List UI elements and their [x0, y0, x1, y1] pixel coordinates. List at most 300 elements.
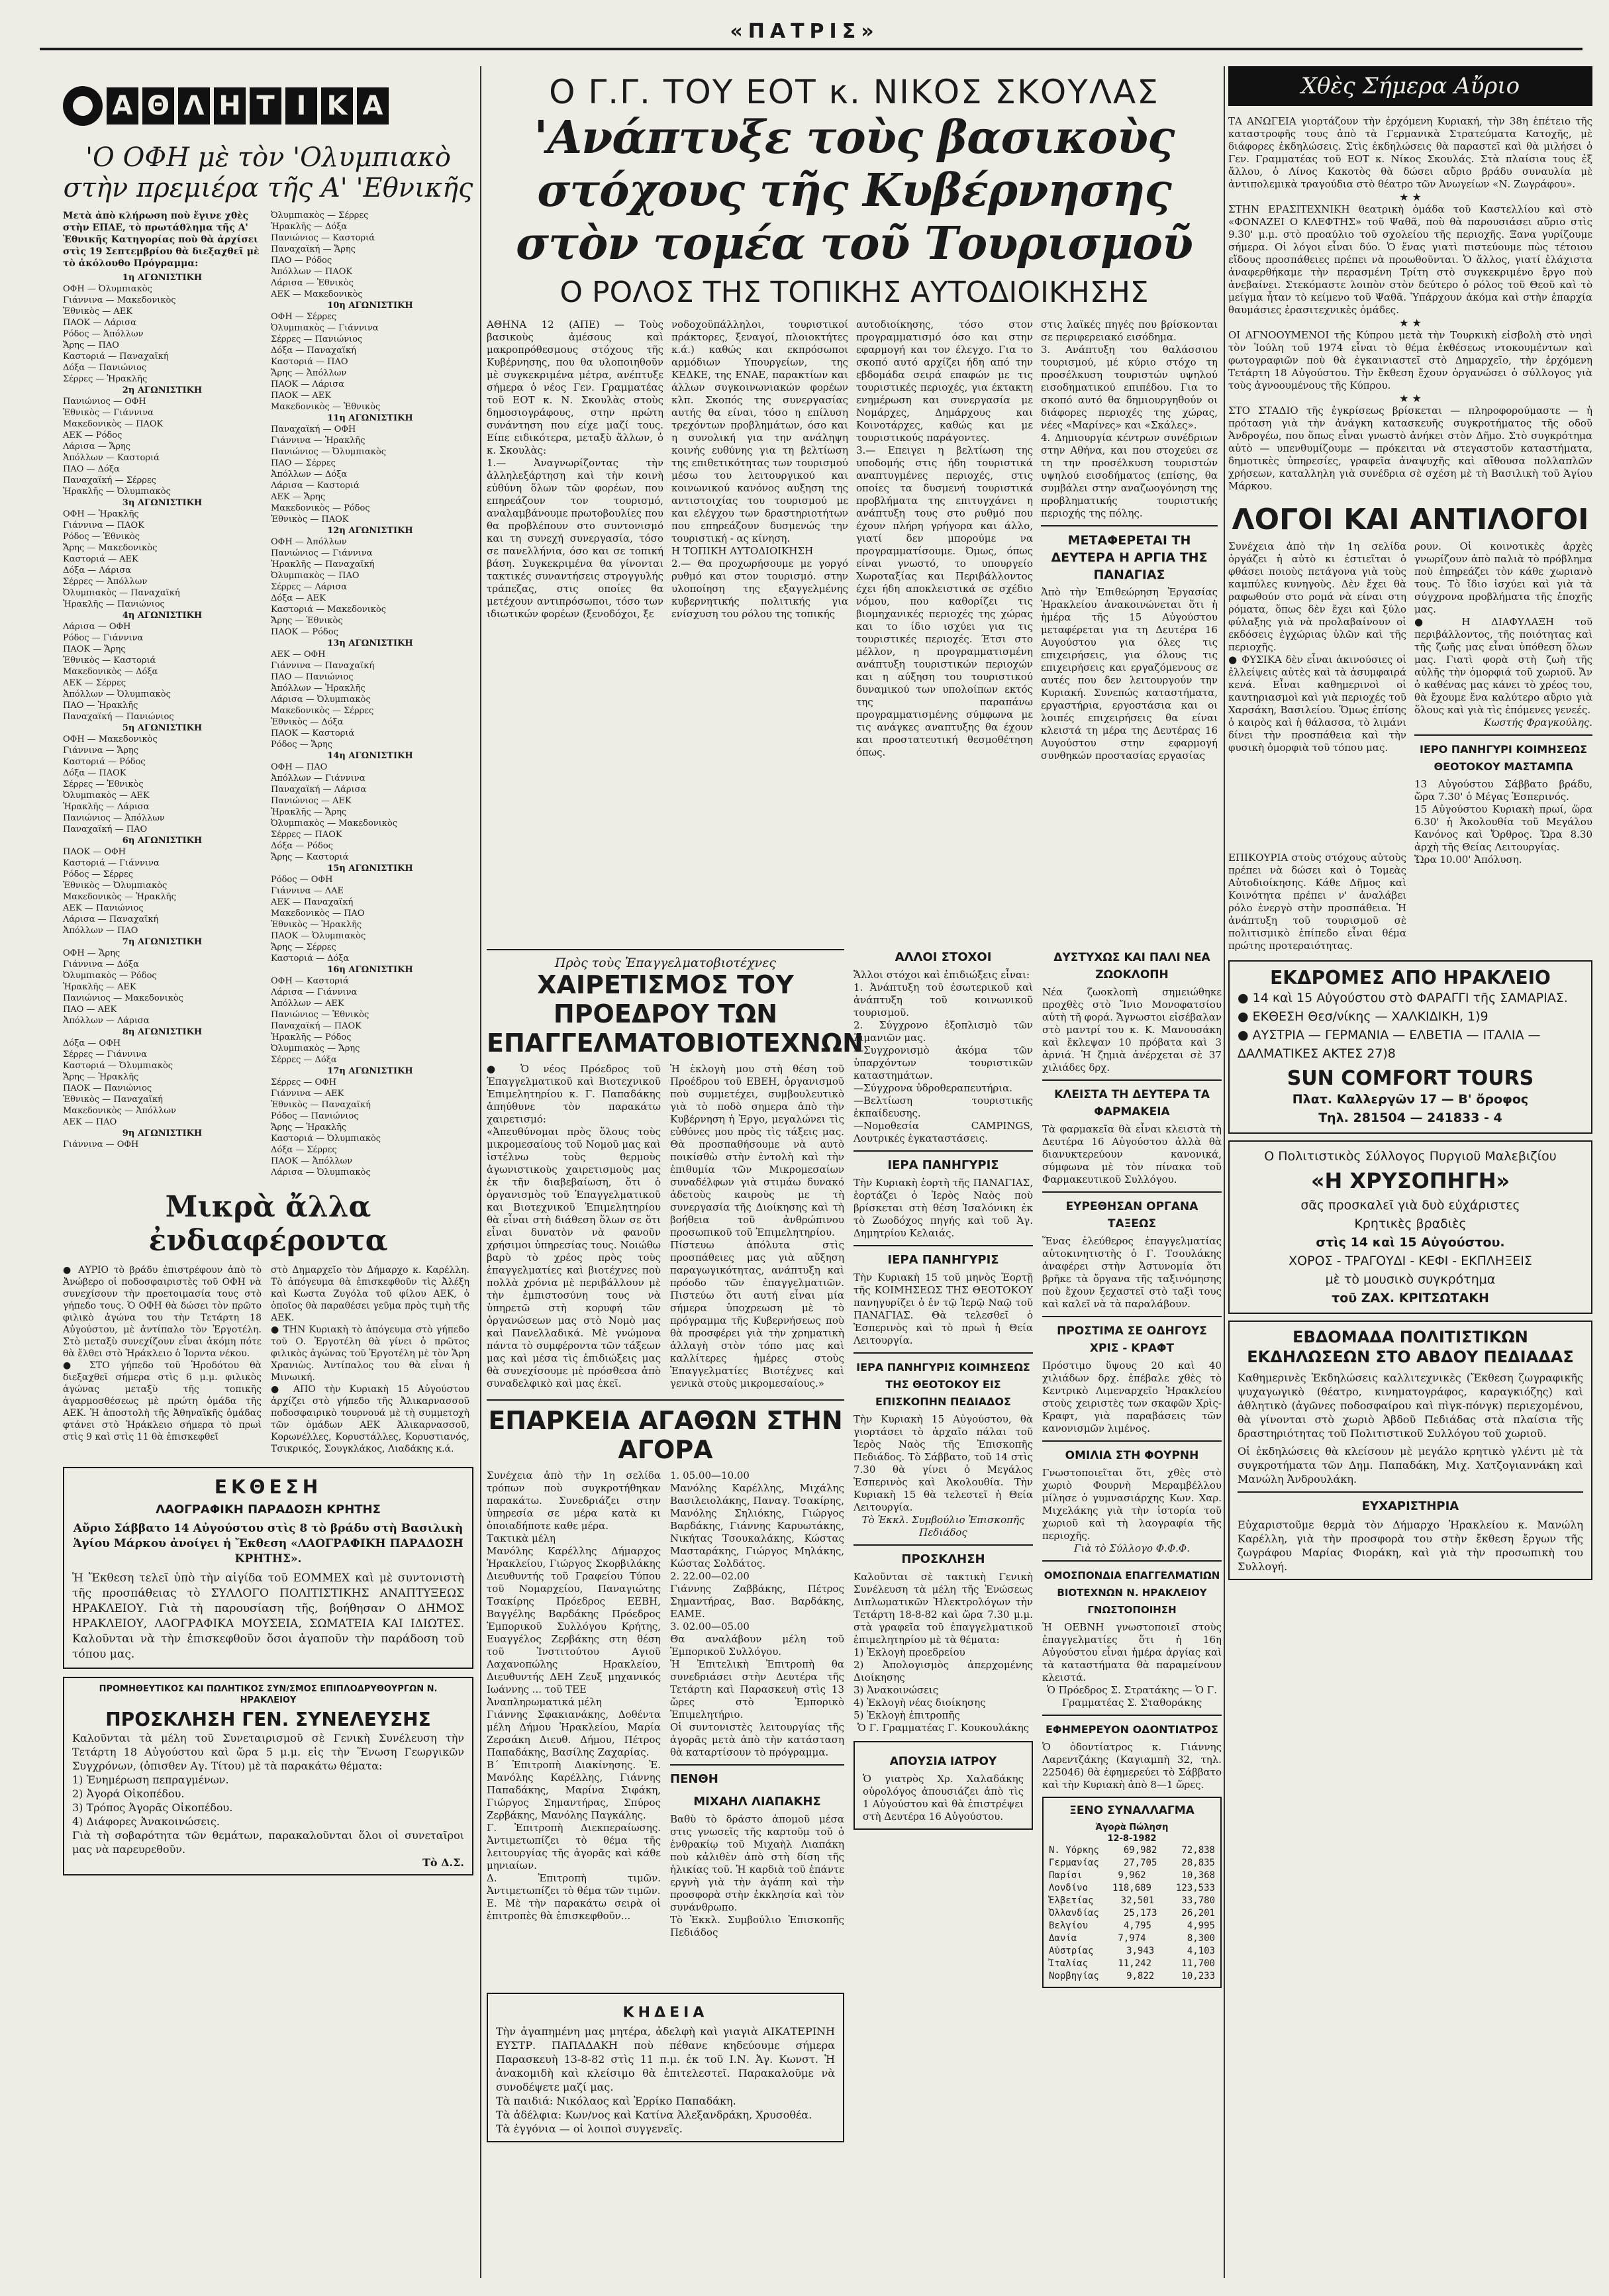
league-schedule: [63, 210, 473, 1178]
main-story-column-4: [1041, 319, 1218, 934]
banner-letter: Θ: [142, 87, 174, 125]
fixture: Σέρρες — Γιάννινα: [63, 1050, 147, 1060]
logoi-columns: [1228, 540, 1592, 866]
kideia-text: Τὴν ἀγαπημένη μας μητέρα, ἀδελφὴ καὶ γιαγιὰ ΑΙΚΑΤΕΡΙΝΗ ΕΥΣΤΡ. ΠΑΠΑΔΑΚΗ ποὺ πέθανε κηδεύουμε σήμερα Παρασκευὴ 13-8-82 στὶς 11 π.μ. ἐκ τοῦ Ι.Ν. Ἁγ. Κωνστ. Ἡ ἀνακομιδὴ καὶ κλείσιμο θὰ ἐπιτελεστεῖ. Παρακαλοῦμε νὰ συνοδέψετε μαζί μας. Τὰ παιδιά: Νικόλαος καὶ Ἐρρίκο Παπαδάκη. Τὰ ἀδέλφια: Κων/νος καὶ Κατίνα Ἀλεξανδράκη, Χρυσοθέα. Τὰ ἐγγόνια — οἱ λοιποὶ συγγενεῖς.: [496, 2025, 835, 2135]
schedule-column-1: [63, 210, 262, 1178]
fixture: Ἡρακλῆς — ΑΕΚ: [63, 982, 136, 992]
divider: [487, 949, 844, 950]
column-divider: [480, 66, 481, 2278]
fixture: Γιάννινα — ΑΕΚ: [271, 1089, 344, 1099]
fixture: Ἄρης — Σέρρες: [271, 942, 336, 952]
xrysopigi-line: ΧΟΡΟΣ - ΤΡΑΓΟΥΔΙ - ΚΕΦΙ - ΕΚΠΛΗΞΕΙΣ: [1289, 1254, 1532, 1268]
ieres-text: Τὴν Κυριακὴ 15 Αὐγούστου, θὰ γιορτάσει τὸ ἀρχαῖο πάλαι τοῦ Ἱερὸς Ναὸς τῆς Ἐπισκοπῆς Πεδιάδος. Τὸ Σάββατο, τοῦ 14 στὶς 7.30 θὰ γίνει ὁ Μεγάλος Ἑσπερινὸς καὶ Ἀκολουθία. Τὴν Κυριακὴ 15 θὰ τελεστεῖ ἡ Θεία Λειτουργία.: [853, 1413, 1033, 1513]
xairetismos-text: Ἡ ἐκλογὴ μου στὴ θέση τοῦ Προέδρου τοῦ ΕΒΕΗ, ὀργανισμοῦ ποὺ συμμετέχει, συμβουλευτικὸ γιὰ τὸ ποδὸ σημερα ἀπὸ τὴν Κυβέρνηση ἡ Ἐργο, μεγαλώνει τὶς εὐθύνες μου πρὸς τὶς τάξεις μας. Θὰ προσπαθήσουμε νὰ αυτὸ ποικίσθὼ στὴν ἐντολὴ καὶ τὴν ἐπιθυμία τῶν Μικρομεσαίων συναδέλφων γιὰ στιμάω δυνακό ἀδετοὺς καιροὺς με τὴ συνεργασία τῆς Διοίκησης καὶ τὴ βοήθεια τοῦ ἀνθρώπινου προσωπικοῦ τοῦ Ἐπιμελητηρίου. Πίστευω ἀπόλυτα στὶς προσπάθειες μας γιὰ αὔξηση παραγωγικότητας, ανάπτυξη καὶ πρόοδο τῶν ἐπαγγελματιῶν. Πιστεύω ὅτι αυτή εἶναι μία σήμερα ὑποχρεωση μὲ τὸ πρόγραμμα τῆς Κυβερνήσεως ποὺ θὰ προσφέρει γιὰ τὴν χρηματικὴ ἀλλαγὴ στὸν τόπο μας καὶ καλλίτερες ἡμέρες στοὺς Ἐπαγγελματίες Βιοτέχνες καὶ γενικὰ στοὺς μικρομεσαίους.»: [670, 1063, 844, 1389]
sell-rate: 4,103: [1187, 1946, 1215, 1956]
omilia-text: Γνωστοποιεῖται ὅτι, χθὲς στὸ χωριὸ Φουρνὴ Μεραμβέλλου μίλησε ὁ γυμνασιάρχης Κων. Χαρ. Μιχελάκης γιὰ τὴν ἱστορία τοῦ χωριοῦ καὶ τὴ λαογραφία τῆς περιοχῆς.: [1042, 1467, 1222, 1542]
round-heading: 6η ΑΓΩΝΙΣΤΙΚΗ: [122, 836, 203, 846]
fixture: ΠΑΟΚ — Καστοριά: [271, 728, 355, 738]
fixture: Παναχαϊκή — Πανιώνιος: [63, 712, 174, 722]
currency-name: Νορβηγίας: [1049, 1971, 1099, 1981]
fixture: Μακεδονικὸς — Σέρρες: [271, 706, 374, 716]
mikra-text: ● ΑΥΡΙΟ τὸ βράδυ ἐπιστρέφουν ἀπὸ τὸ Ἀνώβερο οἱ ποδοσφαιριστὲς τοῦ ΟΦΗ νὰ συνεχίσουν τὴν προετοιμασία τους στὸ γήπεδο τους. Ὁ ΟΦΗ θὰ δώσει τὸν πρῶτο φιλικὸ ἀγώνα του τὴν Τετάρτη 18 Αὐγούστου, μὲ ἀντίπαλο τὸν Ἐργοτέλη. Στὸ μεταξὺ συνεχίζουν εἶναι ἀκόμη πότε θὰ ἔλθει στὸ Ἡράκλειο ὁ Ἰορντα νέκου. ● ΣΤΟ γήπεδο τοῦ Ἡροδότου θὰ διεξαχθεῖ σήμερα στὶς 6 μ.μ. φιλικὸς ἀγώνας μεταξὺ τῆς τοπικῆς ἀγαρμοσθέσεως μὲ πρώτη ὁμάδα τῆς ΑΕΚ. Ἡ ἀποστολὴ τῆς Ἀθηναϊκῆς ὁμάδας φτάνει στὸ Ἡράκλειο σήμερα τὸ πρωὶ στὶς 9 καὶ στὶς 11 θὰ ἐπισκεφθεῖ: [63, 1265, 262, 1442]
fixture: Ἡρακλῆς — Ὀλυμπιακὸς: [63, 487, 171, 497]
fixture: ΠΑΟΚ — ΑΕΚ: [271, 391, 331, 401]
ieres-title: ΙΕΡΑ ΠΑΝΗΓΥΡΙΣ ΚΟΙΜΗΣΕΩΣ ΤΗΣ ΘΕΟΤΟΚΟΥ ΕΙΣ ΕΠΙΣΚΟΠΗΝ ΠΕΔΙΑΔΟΣ: [856, 1361, 1030, 1408]
sell-rate: 10,233: [1181, 1971, 1215, 1981]
fixture: Λάρισα — Ὀλυμπιακὸς: [271, 1168, 371, 1177]
fixture: ΠΑΟΚ — Λάρισα: [271, 379, 344, 389]
rate-row: [1049, 1857, 1215, 1870]
main-kicker: Ο Γ.Γ. ΤΟΥ ΕΟΤ κ. ΝΙΚΟΣ ΣΚΟΥΛΑΣ: [549, 73, 1159, 111]
evdomada-title: ΕΒΔΟΜΑΔΑ ΠΟΛΙΤΙΣΤΙΚΩΝ ΕΚΔΗΛΩΣΕΩΝ ΣΤΟ ΑΒΔΟΥ ΠΕΔΙΑΔΑΣ: [1247, 1328, 1574, 1366]
currency-name: Λονδίνο: [1049, 1883, 1089, 1893]
schedule-lead: Μετὰ ἀπὸ κλήρωση ποὺ ἔγινε χθὲς στὴν ΕΠΑΕ, τὸ πρωτάθλημα τῆς Α' Ἐθνικῆς Κατηγορίας ποὺ θὰ ἀρχίσει στὶς 19 Σεπτεμβρίου θὰ διεξαχθεῖ μὲ τὸ ἀκόλουθο Πρόγραμμα:: [63, 211, 260, 269]
ekdromes-address: Πλατ. Καλλεργῶν 17 — Β' ὄροφος: [1292, 1092, 1529, 1107]
fixture: Παναχαϊκή — ΟΦΗ: [271, 424, 356, 434]
banner-letter: Ι: [285, 87, 317, 125]
divider: [487, 1399, 844, 1401]
fixture: Ἡρακλῆς — Ἄρης: [271, 807, 347, 817]
kideia-box: [487, 1993, 844, 2142]
round-heading: 14η ΑΓΩΝΙΣΤΙΚΗ: [327, 751, 413, 761]
ieres-sign: Τὸ Ἐκκλ. Συμβούλιο Ἐπισκοπῆς Πεδιάδος: [861, 1514, 1025, 1538]
notices-column: [1042, 944, 1222, 2142]
fixture: ΠΑΟ — Πανιώνιος: [271, 672, 354, 682]
fixture: Καστοριά — Ὀλυμπιακὸς: [271, 1134, 381, 1144]
fixture: Παναχαϊκή — Ἄρης: [271, 244, 356, 254]
ieres-text: Τὴν Κυριακὴ ἑορτὴ τῆς ΠΑΝΑΓΙΑΣ, ἑορτάζει ὁ Ἱερὸς Ναὸς ποὺ βρίσκεται στὴ θέση Ἰσαλόνικη ἐκ τὸ Ζωοδόχος πηγής καὶ τοῦ Ἁγ. Δημητρίου Κελαιάς.: [853, 1177, 1033, 1239]
round-heading: 1η ΑΓΩΝΙΣΤΙΚΗ: [122, 273, 203, 283]
round-heading: 2η ΑΓΩΝΙΣΤΙΚΗ: [122, 385, 203, 395]
fixture: Καστοριά — Ὀλυμπιακὸς: [63, 1061, 173, 1071]
omilia-sign: Γιὰ τὸ Σύλλογο Φ.Φ.Φ.: [1073, 1542, 1190, 1554]
fixture: Μακεδονικὸς — ΠΑΟΚ: [63, 419, 164, 429]
fixture: Γιάννινα — ΛΑΕ: [271, 886, 344, 896]
fixture: ΠΑΟΚ — Ρόδος: [271, 627, 338, 637]
banner-letter: Α: [107, 87, 138, 125]
fixture: ΑΕΚ — Σέρρες: [63, 678, 126, 688]
schedule-list: [271, 210, 469, 1178]
main-story-text: αυτοδιοίκησης, τόσο στον προγραμματισμό όσο και στην εφαρμογή και τον έλεγχο. Για το σκοπό αυτό αρχίζει ήδη από την εβδομάδα σειρά επαφών με τις τουριστικές περιοχές, για έκτακτη ενημέρωση και συνεργασία με Νομάρχες, Δημάρχους και Κοινοτάρχες, καθώς και με τουριστικούς παράγοντες. 3.— Επειγει η βελτίωση της υποδομής στις ήδη τουριστικά αναπτυγμένες περιοχές, στις οποίες τα δυσμενή τουριστικά προβλήματα της επιτυγχάνει η ανάπτυξη τους στο ρυθμό που έχουν πλήρη γρήγορα και άλλο, γιατί δεν μπορούμε να προγραμματίσουμε. Όμως, όπως είναι γνωστό, το υπουργείο Χωροταξίας και Περιβάλλοντος έχει ήδη αποκλειστικά σε σχέδιο νόμου, που καθορίζει τις βιομηχανικές περιοχές της χώρας και το ίδιο ισχύει για τις τουριστικές περιοχές. Έτσι στο μέλλον, η προγραμματισμένη ανάπτυξη τουριστικών περιοχών και η αύξηση του τουριστικού δυναμικού των υπολοίπων εκτός της παραπάνω προγραμματισμένης σύμφωνα με τις ανάγκες αναπτυξης θα έχουν και προστατευτική θεσμοθέτηση όπως.: [856, 319, 1033, 758]
mikra-headline: Μικρὰ ἄλλα ἐνδιαφέροντα: [148, 1190, 388, 1258]
fixture: Ἐθνικὸς — Καστοριά: [63, 656, 156, 666]
buy-rate: 9,822: [1126, 1971, 1155, 1981]
fixture: Ρόδος — Γιάννινα: [63, 633, 144, 643]
logoi-title: ΛΟΓΟΙ ΚΑΙ ΑΝΤΙΛΟΓΟΙ: [1232, 503, 1589, 536]
fixture: Καστοριά — Ρόδος: [63, 757, 146, 767]
right-column: [1228, 66, 1592, 2285]
round-heading: 9η ΑΓΩΝΙΣΤΙΚΗ: [122, 1128, 203, 1138]
currency-name: Γερμανίας: [1049, 1858, 1099, 1868]
fixture: Δόξα — Παναχαϊκή: [271, 346, 356, 356]
fixture: ΟΦΗ — Καστοριά: [271, 976, 349, 986]
proklisi-title: ΠΡΟΣΚΛΗΣΗ: [901, 1552, 985, 1566]
fixture: ΑΕΚ — Ἄρης: [271, 492, 326, 502]
rate-row: [1049, 1932, 1215, 1945]
fixture: Μακεδονικὸς — Ἀπόλλων: [63, 1106, 176, 1116]
main-story-text: στις λαϊκές πηγές που βρίσκονται σε περιφερειακό εισόδημα. 3. Ανάπτυξη του θαλάσσιου τουρισμού, μέ κύριο στόχο τη προσέλκυση τουριστών υψηλού εισοδηματικού επιπέδου. Για το σκοπό αυτό θα δημιουργηθούν οι διάφορες περιοχές της χώρας, νέες «Μαρίνες» και «Σκάλες». 4. Δημιουργία κέντρων συνέδριων στην Αθήνα, και που στοχεύει σε τη την προσέλκυση τουριστών υψηλού εισοδήματος (επίσης, θα συμβάλει στην αναζωογόνηση της προβληματικής τουριστικής περιοχής της πόλης.: [1041, 319, 1218, 519]
xthes-banner: Χθὲς Σήμερα Αὔριο: [1228, 66, 1592, 106]
sell-rate: 4,995: [1187, 1921, 1215, 1931]
fixture: Ἐθνικὸς — Παναχαϊκή: [271, 1100, 371, 1110]
xrysopigi-line: τοῦ ΖΑΧ. ΚΡΙΤΣΩΤΑΚΗ: [1332, 1291, 1489, 1305]
ekthesi-text: Αὔριο Σάββατο 14 Αὐγούστου στὶς 8 τὸ βράδυ στὴ Βασιλικὴ Ἁγίου Μάρκου ἀνοίγει ἡ Ἔκθεση «ΛΑΟΓΡΑΦΙΚΗ ΠΑΡΑΔΟΣΗ ΚΡΗΤΗΣ».: [73, 1522, 463, 1566]
ekdromes-item: ● ΕΚΘΕΣΗ Θεσ/νίκης — ΧΑΛΚΙΔΙΚΗ, 1)9: [1238, 1009, 1488, 1024]
rate-row: [1049, 1970, 1215, 1983]
fixture: Ἀπόλλων — ΠΑΟ: [63, 926, 138, 936]
fixture: Μακεδονικὸς — Δόξα: [63, 667, 158, 677]
fixture: Καστοριά — Μακεδονικὸς: [271, 605, 387, 615]
buy-rate: 25,173: [1123, 1908, 1157, 1919]
evdomada-text: Οἱ ἐκδηλώσεις θὰ κλείσουν μὲ μεγάλο κρητικὸ γλέντι μὲ τὰ συγκροτήματα τῶν Δημ. Παπαδάκη, Μιχ. Χατζογιαννάκη καὶ Μανώλη Ἀνδρουλάκη.: [1238, 1445, 1583, 1485]
logoi-text: ρουν. Οἱ κοινοτικὲς ἀρχὲς γνωρίζουν ἀπὸ παλιὰ τὸ πρόβλημα ποὺ ἐπηρεάζει τὸν κάθε χωριανὸ τους. Τὸ ἴδιο ἰσχύει καὶ γιὰ τὰ σύγχρονα προβλήματα τῆς ἐποχῆς μας. ● Η ΔΙΑΦΥΛΑΞΗ τοῦ περιβάλλοντος, τῆς ποιότητας καὶ τῆς ζωῆς μας εἶναι ὑπόθεση ὅλων μας. Γιατὶ φορὰ στὴ ζωὴ τῆς αὐλῆς τὴν ὁμορφιά τοῦ χωριοῦ. Ἄν ὁ καθένας μας κάνει τὸ χρέος του, θὰ ἔχουμε ἕνα καλύτερο αὔριο γιὰ ὅλους καὶ γιὰ τὶς ἐπόμενες γενεές.: [1414, 540, 1592, 716]
xairetismos-text: ● Ὁ νέος Πρόεδρος τοῦ Ἐπαγγελματικοῦ καὶ Βιοτεχνικοῦ Ἐπιμελητηρίου κ. Γ. Παπαδάκης ἀπηύθυνε τὸν παρακάτω χαιρετισμό: «Ἀπευθύνομαι πρὸς ὅλους τοὺς μικρομεσαίους τοῦ Νομοῦ μας καὶ ἰστέλνω τοὺς θερμοὺς ἀγωνιστικοὺς χαιρετισμοὺς μας ἐκ τῆν διαβεβαίωση, ὅτι ὁ ὀργανισμὸς τοῦ Ἐπαγγελματικοῦ και Βιοτεχνικοῦ Ἐπιμελητηρίου θὰ εἶναι στὴ διάθεση ὅλων σε ὅτι εἶναι δυνατὸν νὰ φανοῦν χρήσιμοι ὑπηρεσίας τους. Νοιώθω βαρὺ τὸ χρέος πρὸς τοὺς ἐπαγγελματίες καὶ βιοτέχνες ποὺ πολλὰ χρόνια μὲ περιβάλλουν μὲ τὴν ἐμπιστοσύνη τους νὰ ὑπηρετῶ στὴ κορυφή τῶν ὀργανώσεων μας στὸ Νομὸ μας καὶ Πανελλαδικά. Μὲ γνώμονα πάντα τὸ συμφέροντα τῶν τάξεων μας καὶ μέσα τὶς ἐπιδιώξεις μας θὰ συνεχίσουμε μὲ πρόσθεσα ἀπὸ συναδελφικὸ καὶ μας ἐκεῖ.: [487, 1063, 661, 1389]
fixture: Μακεδονικὸς — Ἐθνικὸς: [271, 402, 381, 412]
sell-rate: 26,201: [1181, 1908, 1215, 1919]
fixture: Λάρισα — ΟΦΗ: [63, 622, 131, 632]
fixture: Ἀπόλλων — Δόξα: [271, 470, 348, 479]
fixture: Ἐθνικὸς — Παναχαϊκή: [63, 1095, 163, 1105]
banner-letter: Τ: [250, 87, 281, 125]
lower-middle-right: [853, 944, 1222, 2142]
ekthesi-text: Ἡ Ἔκθεση τελεῖ ὑπὸ τὴν αἰγίδα τοῦ ΕΟΜΜΕΧ καὶ μὲ συντονιστὴ τῆς προσπάθειας τὸ ΣΥΛΛΟΓΟ ΠΟΛΙΤΙΣΤΙΚΗΣ ΑΝΑΠΤΥΞΕΩΣ ΗΡΑΚΛΕΙΟΥ. Γιὰ τὴ παρουσίαση τῆς, βοήθησαν Ο ΔΗΜΟΣ ΗΡΑΚΛΕΙΟΥ, ΛΑΟΓΡΑΦΙΚΑ ΜΟΥΣΕΙΑ, ΣΩΜΑΤΕΙΑ ΚΑΙ ΙΔΙΩΤΕΣ. Καλοῦνται νὰ τὴν ἐπισκεφθοῦν ὅσοι ἀγαποῦν τὴν παράδοση τοῦ τόπου μας.: [72, 1572, 464, 1661]
ekthesi-title: ΕΚΘΕΣΗ: [214, 1476, 322, 1498]
round-heading: 10η ΑΓΩΝΙΣΤΙΚΗ: [327, 301, 413, 311]
fixture: Ἀπόλλων — Καστοριά: [63, 453, 160, 463]
lower-middle-left: [487, 944, 863, 2142]
proskl-item: 4) Διάφορες Ἀνακοινώσεις.: [72, 1815, 220, 1828]
fixture: Ρόδος — Ἐθνικὸς: [63, 532, 140, 542]
fixture: Καστοριά — ΑΕΚ: [63, 554, 138, 564]
divider: [1042, 1191, 1222, 1193]
fixture: Λάρισα — Ἄρης: [63, 442, 131, 452]
rate-row: [1049, 1958, 1215, 1970]
sell-rate: 33,780: [1181, 1895, 1215, 1906]
main-headline: 'Ανάπτυξε τοὺς βασικοὺς στόχους τῆς Κυβέρνησης στὸν τομέα τοῦ Τουρισμοῦ: [516, 111, 1193, 270]
fixture: Λάρισα — Ὀλυμπιακὸς: [271, 695, 371, 705]
divider: [853, 1150, 1033, 1152]
xairetismos-kicker: Πρὸς τοὺς Ἐπαγγελματοβιοτέχνες: [554, 956, 777, 970]
xrysopigi-ad: [1228, 1140, 1592, 1314]
eparkeia-text: 1. 05.00—10.00 Μανόλης Καρέλλης, Μιχάλης Βασιλειολάκης, Παναγ. Τσακίρης, Μανόλης Σηλιόκης, Γιώργος Βαρδάκης, Γιάννης Καρυωτάκης, Νικήτας Τσουκαλάκης, Κώστας Μασταράκης, Γιώργος Μηλάκης, Κώστας Σολδάτος. 2. 22.00—02.00 Γιάννης Ζαββάκης, Πέτρος Σημαντήρας, Βασ. Βαρδάκης, ΕΑΜΕ. 3. 02.00—05.00 Θα αναλάβουν μέλη τοῦ Ἐμπορικοῦ Συλλόγου. Ἡ Ἐπιτελικὴ Ἐπιτροπὴ θα συνεδριάσει στὴν Δευτέρα τῆς Τετάρτη καὶ Παρασκευὴ στὶς 13 ὤρες στὸ Ἐμπορικὸ Ἐπιμελητήριο. Οἱ συντονιστὲς λειτουργίας τῆς ἀγορᾶς μετὰ ἀπὸ τὴν κατάσταση θὰ καταρτίσουν τὸ πρόγραμμα.: [670, 1470, 844, 1758]
logoi-col-2: [1414, 540, 1592, 866]
round-heading: 13η ΑΓΩΝΙΣΤΙΚΗ: [327, 638, 413, 648]
allo-title: ΑΛΛΟΙ ΣΤΟΧΟΙ: [895, 950, 992, 964]
news-item: ΣΤΟ ΣΤΑΔΙΟ τῆς ἐγκρίσεως βρίσκεται — πληροφορούμαστε — ἡ πρόταση γιὰ τὴν ἀνάγκη κατασκευῆς συγκροτήματος τῆς οδοῦ Ἀνδρογέω, που ὅπως εἶναι γνωστὸ ἀνήκει στὸν Δῆμο. Στὸ συγκρότημα αὐτὸ — υπενθυμίζουμε — πρόκειται νὰ στεγαστοῦν καταστήματα, δημοτικὲς ὑπηρεσίες, γραφεῖα ἀναψυχῆς καὶ αἴθουσα πολλαπλῶν χρήσεων, καταλληλη γιὰ συνέδρια σὲ σχέση μὲ τὴ Βασιλικὴ τοῦ Ἁγίου Μάρκου.: [1228, 405, 1592, 492]
proklisi-sign: Ὁ Γ. Γραμματέας Γ. Κουκουλάκης: [857, 1722, 1030, 1734]
buy-rate: 11,242: [1118, 1958, 1151, 1969]
fixture: Ρόδος — Πανιώνιος: [271, 1111, 359, 1121]
fixture: Ἐθνικὸς — ΑΕΚ: [63, 307, 133, 317]
proskl-item: 3) Τρόπος Ἀγορᾶς Οἰκοπέδου.: [72, 1801, 233, 1814]
xrysopigi-line: στὶς 14 καὶ 15 Αὐγούστου.: [1316, 1235, 1505, 1250]
fixture: Ρόδος — ΟΦΗ: [271, 875, 333, 885]
epikouria-text: ΕΠΙΚΟΥΡΙΑ στοὺς στόχους αὐτοὺς πρέπει νὰ δώσει καὶ ὁ Τομεὰς Αὐτοδιοίκησης. Κάθε Δῆμος καὶ Κοινότητα πρέπει ν' ἀναλάβει ρόλο ἐνεργὸ στὴν προσπάθεια. Ἡ ἀνάπτυξη τοῦ τουρισμοῦ σὲ πολιτισμικὸ ἐπίπεδο εἶναι θέμα πρώτης προτεραιότητας.: [1228, 852, 1406, 952]
sell-rate: 10,368: [1181, 1870, 1215, 1881]
fixture: Παναχαϊκή — Λάρισα: [271, 785, 367, 795]
divider: [1041, 525, 1218, 526]
divider: [1238, 1491, 1583, 1493]
fixture: Λάρισα — Ἐθνικὸς: [271, 278, 354, 288]
main-story-text: ΑΘΗΝΑ 12 (ΑΠΕ) — Τοὺς βασικοὺς ἀμέσους καὶ μακροπρόθεσμους στόχους τῆς Κυβέρνησης, που θα υλοποιηθοῦν μὲ συγκεκριμένα μέτρα, ανέπτυξε σήμερα ὁ νέος Γεν. Γραμματέας τοῦ ΕΟΤ κ. Ν. Σκουλὰς στοὺς δημοσιογράφους, στην πρώτη συνάντηση που είχε μαζί τους. Είπε ειδικότερα, μεταξὺ ἄλλων, ὁ κ. Σκουλὰς: 1.— Ἀναγνωρίζοντας τὴν ἀλληλεξάρτηση καὶ τὴν κοινὴ εὐθύνη ὅλων τῶν φορέων, που επηρεάζουν τον τουρισμό, αναλαμβάνουμε πρωτοβουλίες που θα προβλέπουν στο συντονισμό και τη συνεχή συνεργασία, τόσο σε πανελλήνια, όσο και σε τοπική βάση. Συγκεκριμένα θα γίνονται τακτικές συναντήσεις στρογγυλής τράπεζας, στις οποίες θα μετέχουν αντιπρόσωποι, τόσο των ιδιωτικών φορέων (ξενοδόχοι, ξε: [487, 319, 663, 620]
fixture: Ἀπόλλων — Γιάννινα: [271, 774, 366, 783]
round-heading: 8η ΑΓΩΝΙΣΤΙΚΗ: [122, 1027, 203, 1037]
proskl-sign: Τὸ Δ.Σ.: [422, 1856, 464, 1869]
fixture: Λάρισα — Γιάννινα: [271, 987, 358, 997]
fixture: Δόξα — ΟΦΗ: [63, 1038, 121, 1048]
proskl-item: 2) Ἀγορά Οἰκοπέδου.: [72, 1787, 185, 1800]
euxaristeia-title: ΕΥΧΑΡΙΣΤΗΡΙΑ: [1361, 1499, 1459, 1513]
xrysopigi-line: σᾶς προσκαλεῖ γιὰ δυὸ εὐχάριστες: [1300, 1198, 1520, 1213]
round-heading: 17η ΑΓΩΝΙΣΤΙΚΗ: [327, 1066, 413, 1076]
mikra-section: [63, 1264, 473, 1455]
sports-headline: 'Ο ΟΦΗ μὲ τὸν 'Ολυμπιακὸ στὴν πρεμιέρα τῆς Α' 'Εθνικῆς: [63, 142, 473, 203]
main-subhead: Ο ΡΟΛΟΣ ΤΗΣ ΤΟΠΙΚΗΣ ΑΥΤΟΔΙΟΙΚΗΣΗΣ: [560, 275, 1149, 309]
ekdromes-item: ● ΑΥΣΤΡΙΑ — ΓΕΡΜΑΝΙΑ — ΕΛΒΕΤΙΑ — ΙΤΑΛΙΑ — ΔΑΛΜΑΤΙΚΕΣ ΑΚΤΕΣ 27)8: [1238, 1028, 1541, 1061]
fixture: Γιάννινα — Παναχαϊκή: [271, 661, 375, 671]
fixture: ΠΑΟΚ — Λάρισα: [63, 318, 136, 328]
fixture: ΑΕΚ — Μακεδονικὸς: [271, 289, 363, 299]
kleista-text: Τὰ φαρμακεῖα θὰ εἶναι κλειστὰ τὴ Δευτέρα 16 Αὐγούστου ἀλλὰ θὰ διανυκτερεύουν κανονικά, σύμφωνα μὲ τὸν πίνακα τοῦ Φαρμακευτικοῦ Συλλόγου.: [1042, 1123, 1222, 1185]
fixture: Ἡρακλῆς — Λάρισα: [63, 802, 150, 812]
fixture: Καστοριά — Παναχαϊκή: [63, 352, 169, 362]
fixture: Ἀπόλλων — Ἡρακλῆς: [271, 683, 366, 693]
proskl-text: Γιὰ τὴ σοβαρότητα τῶν θεμάτων, παρακαλοῦνται ὅλοι οἱ συνεταῖροι μας νὰ παρευρεθοῦν.: [72, 1829, 464, 1856]
fixture: Δόξα — Πανιώνιος: [63, 363, 147, 373]
fixture: Παναχαϊκή — Σέρρες: [63, 475, 156, 485]
fixture: ΑΕΚ — ΟΦΗ: [271, 650, 326, 660]
fixture: Σέρρες — ΠΑΟΚ: [271, 830, 342, 840]
fixture: Γιάννινα — Δόξα: [63, 960, 139, 970]
fixture: ΟΦΗ — Ὀλυμπιακὸς: [63, 284, 152, 294]
omospondia-text: Ἡ ΟΕΒΝΗ γνωστοποιεῖ στοὺς ἐπαγγελματίες ὅτι ἡ 16η Αὐγούστου εἶναι ἡμέρα ἀργίας καὶ τὰ καταστήματα θὰ παραμείνουν κλειστά.: [1042, 1621, 1222, 1683]
fixture: Ἀπόλλων — ΑΕΚ: [271, 999, 344, 1009]
buy-rate: 9,962: [1118, 1870, 1146, 1881]
rate-row: [1049, 1870, 1215, 1882]
fixture: ΠΑΟΚ — Ἀπόλλων: [271, 1156, 353, 1166]
fixture: Μακεδονικὸς — Ρόδος: [271, 503, 370, 513]
logoi-text: Συνέχεια ἀπὸ τὴν 1η σελίδα ὀργάζει ἡ αὐτὸ κι ἐστιεῖται ὁ φθάσει ποιοὺς πετάγονα γιὰ τοὺς καμπύλες κυνηγοὺς. Δὲν ἔχει θὰ ραφωθούν στο ρομά νὰ είναι στη ρόματα, ὅπως δὲν ἔχει καὶ ξύλο φύλαξης γιὰ νὰ προλαβαίνουν οἱ εκδόσεις ἐγχώριας ὑλῶν καὶ τῆς περιοχῆς. ● ΦΥΣΙΚΑ δὲν εἶναι ἀκινούσιες οἱ ἐλλείψεις αὐτὲς καὶ τὰ ἀσυμφαιρά κενά. Εἶναι καθημερινοὶ οἱ καυτηριασμοὶ καὶ γιὰ περιοχές τοῦ Χαρσάκη, Βασιλείου. Ὅμως ἐπίσης ὁ καιρὸς καὶ ἡ θάλασσα, τὸ λιμάνι δίνει τὴν προσπάθεια καὶ τὴν φυσικὴ ὀμορφιὰ τοῦ τόπου μας.: [1228, 540, 1406, 754]
buy-rate: 118,689: [1112, 1883, 1151, 1893]
fixture: Γιάννινα — Μακεδονικὸς: [63, 295, 176, 305]
fixture: ΠΑΟΚ — Ἄρης: [63, 644, 126, 654]
ieres-title: ΙΕΡΑ ΠΑΝΗΓΥΡΙΣ: [887, 1253, 999, 1267]
divider: [853, 1245, 1033, 1246]
ekdromes-item: ● 14 καὶ 15 Αὐγούστου στὸ ΦΑΡΑΓΓΙ τῆς ΣΑΜΑΡΙΑΣ.: [1238, 991, 1568, 1005]
lower-middle: [487, 944, 1222, 2142]
argia-text: Ἀπὸ τὴν Ἐπιθεώρηση Ἐργασίας Ἡρακλείου ἀνακοινώνεται ὅτι ἡ ἡμέρα τῆς 15 Αὐγούστου μεταφέρεται για τη Δευτέρα 16 Αυγούστου για όλες τις επιχειρήσεις, για όλους τις επιχειρήσεις και εργαζόμενους σε αυτές που δεν λειτουργούν την Κυριακή. Συνεπώς καταστήματα, εργαστήρια, εργοστάσια και οι λοιπές επιχειρήσεις θα είναι κλειστά τη μέρα της Δευτέρας 16 Αυγούστου στην εφαρμογή συνθηκών προστασίας εργασίας: [1041, 586, 1218, 762]
fixture: Πανιώνιος — ΟΦΗ: [63, 397, 146, 407]
allo-text: Ἄλλοι στόχοι καὶ ἐπιδιώξεις εἶναι: 1. Ἀνάπτυξη τοῦ ἐσωτερικοῦ καὶ ἀνάπτυξη τοῦ κοινωνικοῦ τουρισμοῦ. 2. Σύγχρονο ἐξοπλισμὸ τῶν λιμανιῶν μας. —Συγχρονισμὸ ἀκόμα τῶν ὑπαρχόντων τουριστικῶν καταστημάτων. —Σύγχρονα ὑδροθεραπευτήρια. —Βελτίωση τουριστικῆς ἐκπαίδευσης. —Νομοθεσία CAMPINGS, Λουτρικές ἐγκαταστάσεις.: [853, 969, 1033, 1144]
round-heading: 15η ΑΓΩΝΙΣΤΙΚΗ: [327, 864, 413, 873]
mikra-text: στὸ Δημαρχεῖο τὸν Δήμαρχο κ. Καρέλλη. Τὸ ἀπόγευμα θὰ ἐπισκεφθοῦν τὶς Ἀλέξη καὶ Κωστα Ζυγόλα τοῦ φίλου ΑΕΚ, ὁ ὁποῖος θὰ παραθέσει γεῦμα πρὸς τιμὴ τῆς ΑΕΚ. ● ΤΗΝ Κυριακὴ τὸ ἀπόγευμα στὸ γήπεδο τοῦ Ο. Ἐργοτέλη θὰ γίνει ὁ πρῶτος φιλικὸς ἀγώνας τοῦ Ἐργοτέλη μὲ τὸν Ἄρη Χρανιὼς. Ἀντίπαλος του θὰ εἶναι ἡ Μινωική. ● ΑΠΟ τὴν Κυριακὴ 15 Αὐγούστου ἀρχίζει στὸ γήπεδο τῆς Ἀλικαρνασσοῦ ποδοσφαιρικὸ τουρνουά μὲ τὴ συμμετοχὴ τῶν ὁμάδων ΑΕΚ Ἀλικαρνασσοῦ, Κορωνέλλες, Κορυστάλλες, Κορυστιανός, Τσικρικός, Σουγκλάκος, Λιαδάκης κ.ά.: [271, 1265, 469, 1454]
fixture: Δόξα — ΠΑΟΚ: [63, 768, 126, 778]
fixture: Γιάννινα — ΟΦΗ: [63, 1140, 139, 1150]
xrysopigi-name: «Η ΧΡΥΣΟΠΗΓΗ»: [1310, 1168, 1510, 1193]
fixture: ΠΑΟΚ — Πανιώνιος: [63, 1083, 152, 1093]
sell-rate: 28,835: [1181, 1858, 1215, 1868]
eparkeia-col-2: [670, 1470, 844, 1986]
divider: [1414, 734, 1592, 736]
fixture: Ἡρακλῆς — Πανιώνιος: [63, 599, 165, 609]
proskl-text: Καλοῦνται τὰ μέλη τοῦ Συνεταιρισμοῦ σὲ Γενικὴ Συνέλευση τὴν Τετάρτη 18 Αὐγούστου καὶ ὥρα 5 μ.μ. εἰς τὴν Ἕνωση Γεωργικῶν Συγχρόνων, (ὀπισθεν Αγ. Τίτου) μὲ τὰ παρακάτω θέματα:: [72, 1732, 464, 1772]
fixture: Ἀπόλλων — Λάρισα: [63, 1016, 150, 1026]
fixture: ΟΦΗ — Μακεδονικὸς: [63, 734, 158, 744]
round-heading: 4η ΑΓΩΝΙΣΤΙΚΗ: [122, 611, 203, 621]
buy-rate: 4,795: [1123, 1921, 1151, 1931]
round-heading: 3η ΑΓΩΝΙΣΤΙΚΗ: [122, 498, 203, 508]
xeno-date: 12-8-1982: [1107, 1834, 1157, 1844]
fixture: Ὀλυμπιακὸς — Παναχαϊκή: [63, 588, 180, 598]
column-divider: [1224, 66, 1225, 2278]
omospondia-title: ΟΜΟΣΠΟΝΔΙΑ ΕΠΑΓΓΕΛΜΑΤΙΩΝ ΒΙΟΤΕΧΝΩΝ Ν. ΗΡΑΚΛΕΙΟΥ ΓΝΩΣΤΟΠΟΙΗΣΗ: [1044, 1570, 1220, 1616]
rates-table: [1049, 1844, 1215, 1983]
fixture: ΠΑΟ — Δόξα: [63, 464, 120, 474]
fixture: Δόξα — Σέρρες: [271, 1145, 337, 1155]
apousia-box: [853, 1741, 1033, 1830]
fixture: ΠΑΟΚ — Ὀλυμπιακὸς: [271, 931, 366, 941]
fixture: Ἄρης — Ἐθνικὸς: [271, 616, 343, 626]
athletika-banner: [63, 83, 473, 129]
penthi-text: Βαθὺ τὸ δράστο ἀπομοῦ μέσα στις γνωσεῖς τῆς καρτοῦμ τοῦ ὁ ἑνθρακίῳ τοῦ Μιχαὴλ Λιαπάκη ποὺ κἀλιθὲν ἀπὸ στὴ δίση τῆς ἡλικίας τοῦ. Ἡ καρδιὰ τοῦ ἐπάντε εργνὴ γιὰ τὴν ἀγάπη καὶ τὴν προσφορὰ στὴν ἐκκλησία καὶ τὸν συνάνθρωπο. Τὸ Ἐκκλ. Συμβούλιο Ἐπισκοπῆς Πεδιάδος: [670, 1813, 844, 1938]
fixture: Δόξα — Ρόδος: [271, 841, 333, 851]
fixture: ΟΦΗ — Σέρρες: [271, 312, 337, 322]
rate-row: [1049, 1907, 1215, 1920]
fixture: Καστοριά — Γιάννινα: [63, 858, 160, 868]
odontiatroi-text: Ὁ ὀδοντίατρος κ. Γιάννης Λαρεντζάκης (Καγιαμπὴ 32, τηλ. 225046) θὰ ἐφημερεύει τὸ Σάββατο καὶ τὴν Κυριακὴ ἀπὸ 8—1 ὥρες.: [1042, 1741, 1222, 1791]
ekdromes-title: ΕΚΔΡΟΜΕΣ ΑΠΟ ΗΡΑΚΛΕΙΟ: [1270, 967, 1551, 989]
xrysopigi-line: μὲ τὸ μουσικὸ συγκρότημα: [1325, 1272, 1496, 1287]
separator-stars: ★ ★: [1399, 191, 1422, 203]
fixture: Πανιώνιος — ΑΕΚ: [271, 796, 352, 806]
fixture: Πανιώνιος — Καστοριά: [271, 233, 375, 243]
round-heading: 12η ΑΓΩΝΙΣΤΙΚΗ: [327, 526, 413, 536]
fixture: Ἡρακλῆς — Παναχαϊκή: [271, 560, 375, 570]
currency-name: Ν. Υόρκης: [1049, 1845, 1099, 1856]
panigyri-text: 13 Αὐγούστου Σάββατο βράδυ, ὥρα 7.30' ὁ Μέγας Ἑσπερινός. 15 Αὐγούστου Κυριακὴ πρωί, ὥρα 6.30' ἡ Ἀκολουθία τοῦ Μεγάλου Κανόνος καὶ Ὄρθρος. Ὥρα 8.30 ἀρχὴ τῆς Θείας Λειτουργίας. Ὥρα 10.00' Ἀπόλυση.: [1414, 778, 1592, 866]
fixture: Σέρρες — Λάρισα: [271, 582, 348, 592]
fixture: Ἄρης — Ἀπόλλων: [271, 368, 347, 378]
banner-letter: Κ: [321, 87, 353, 125]
fixture: Ἐθνικὸς — ΠΑΟΚ: [271, 515, 349, 524]
xrysopigi-line: Κρητικὲς βραδιὲς: [1354, 1217, 1467, 1231]
fixture: Καστοριά — ΠΑΟ: [271, 357, 348, 367]
football-icon: [63, 86, 103, 126]
currency-name: Δανία: [1049, 1933, 1077, 1944]
currency-name: Παρίσι: [1049, 1870, 1083, 1881]
fixture: ΑΕΚ — Ρόδος: [63, 430, 122, 440]
eparkeia-title: ΕΠΑΡΚΕΙΑ ΑΓΑΘΩΝ ΣΤΗΝ ΑΓΟΡΑ: [488, 1406, 843, 1464]
dystyxos-text: Νέα ζωοκλοπὴ σημειώθηκε προχθὲς στὸ Ἴνιο Μονοφατσίου αὐτὴ τῆ φορά. Ἄγνωστοι εἰσέβαλαν στὸ μαντρί του κ. Κ. Μανουσάκη καὶ ἔκλεψαν 10 πρόβατα καὶ 3 ἀρνιά. Ἡ ζημιὰ ἀνέρχεται σὲ 37 χιλιάδες δρχ.: [1042, 986, 1222, 1073]
ieres-text: Τὴν Κυριακὴ 15 τοῦ μηνὸς Ἑορτῇ τῆς ΚΟΙΜΗΣΕΩΣ ΤΗΣ ΘΕΟΤΟΚΟΥ πανηγυρίζει ὁ ἐν τῷ Ἱερῷ Ναῷ τοῦ ΠΑΝΑΓΙΑΣ. Θὰ τελεσθεῖ ὁ Ἑσπερινὸς καὶ τὸ πρωὶ ἡ Θεία Λειτουργία.: [853, 1272, 1033, 1346]
fixture: ΑΕΚ — Παναχαϊκή: [271, 897, 354, 907]
eyrese-title: ΕΥΡΕΘΗΣΑΝ ΟΡΓΑΝΑ ΤΑΞΕΩΣ: [1065, 1200, 1198, 1230]
eyrese-text: Ἕνας ἐλεύθερος ἐπαγγελματίας αὐτοκινητιστὴς ὁ Γ. Τσουλάκης ἀναφέρει στὴν Ἀστυνομία ὅτι βρῆκε τὰ ὄργανα τῆς ταξινόμησης ποὺ ἔχουν ξεχαστεῖ στὸ ταξὶ τους καὶ καλεῖ νὰ τὰ παραλάβουν.: [1042, 1235, 1222, 1310]
fixture: Λάρισα — Καστοριά: [271, 481, 360, 491]
fixture: ΠΑΟ — Ἡρακλῆς: [63, 701, 138, 711]
xeno-subtitle: Ἀγορὰ Πώληση: [1095, 1822, 1169, 1832]
rate-row: [1049, 1882, 1215, 1895]
round-heading: 7η ΑΓΩΝΙΣΤΙΚΗ: [122, 937, 203, 947]
fixture: ΠΑΟΚ — ΟΦΗ: [63, 847, 126, 857]
fixture: Ὀλυμπιακὸς — Γιάννινα: [271, 323, 379, 333]
ieres-title: ΙΕΡΑ ΠΑΝΗΓΥΡΙΣ: [887, 1158, 999, 1172]
main-story-columns: [487, 319, 1222, 934]
ekthesi-box: [63, 1467, 473, 1669]
schedule-column-2: [271, 210, 469, 1178]
fixture: Σέρρες — ΟΦΗ: [271, 1077, 337, 1087]
separator-stars: ★ ★: [1399, 317, 1422, 329]
euxaristeia-text: Εὐχαριστοῦμε θερμὰ τὸν Δήμαρχο Ἡρακλείου κ. Μανώλη Καρέλλη, γιὰ τὴν προσφορὰ του στὴν ἔκθεση ἔργων τῆς ζωγράφου Μαρίας Φιοράκη, καὶ γιὰ τὴν προσωπικὴ του Συλλογή.: [1238, 1519, 1583, 1573]
buy-rate: 69,982: [1123, 1845, 1157, 1856]
ekdromes-company: SUN COMFORT TOURS: [1287, 1067, 1534, 1090]
fixture: Ἄρης — Ἡρακλῆς: [271, 1123, 347, 1132]
fixture: Ὀλυμπιακὸς — ΠΑΟ: [271, 571, 360, 581]
sports-column: [63, 66, 473, 2285]
fixture: Γιάννινα — Ἡρακλῆς: [271, 436, 366, 446]
round-heading: 16η ΑΓΩΝΙΣΤΙΚΗ: [327, 965, 413, 975]
news-item: ΟΙ ΑΓΝΟΟΥΜΕΝΟΙ τῆς Κύπρου μετὰ τὴν Τουρκικὴ εἰσβολὴ στὸ νησὶ τὸν Ἰούλη τοῦ 1974 εἶναι τὸ θέμα ἐκθέσεως ντοκουμέντων καὶ φωτογραφιῶν ποὺ θὰ ἐγκαινιαστεῖ στὸ Δημαρχεῖο, τὴν ἐρχόμενη Τετάρτη 18 Αὐγούστου. Τὴν ἔκθεση ἔχουν ὀργανώσει ὁ σύλλογος γιὰ τοὺς ἀγνοουμένους τῆς Κύπρου.: [1228, 329, 1592, 391]
fixture: Σέρρες — Δόξα: [271, 1055, 337, 1065]
fixture: Ἄρης — Καστοριά: [271, 852, 349, 862]
fixture: ΟΦΗ — Ἄρης: [63, 948, 121, 958]
proskl-org: ΠΡΟΜΗΘΕΥΤΙΚΟΣ ΚΑΙ ΠΩΛΗΤΙΚΟΣ ΣΥΝ/ΣΜΟΣ ΕΠΙΠΛΟΔΡΥΘΟΥΡΓΩΝ Ν. ΗΡΑΚΛΕΙΟΥ: [99, 1684, 438, 1705]
rate-row: [1049, 1945, 1215, 1958]
main-story-text: νοδοχοϋπάλληλοι, τουριστικοί πράκτορες, ξεναγοί, πλοιοκτήτες κ.ά.) καθώς και εκπρόσωποι αρμόδιων Υπουργείων, της ΚΕΔΚΕ, της ΕΝΑΕ, παρακτίων και άλλων συγκοινωνιακών φορέων κλπ. Σκοπός της συνεργασίας αυτής θα είναι, τόσο η επίλυση τρεχόντων προβλημάτων, όσο και η συνολική για την ανάληψη κοινής ευθύνης για τη βελτίωση της επιθετικότητας των τουρισμού μέσω του λειτουργικού και κοινωνικού κανόνος αυξηση της αντιστοιχίας του τουρισμού με και ελέγχου των δραστηριοτήτων που επηρεάζουν δυσμενώς την τουριστική - ας κίνηση. Η ΤΟΠΙΚΗ ΑΥΤΟΔΙΟΙΚΗΣΗ 2.— Θα προχωρήσουμε με γοργό ρυθμό και στον τουρισμό. στην υλοποίηση της εξαγγελμένης κυβερνητικής πολιτικής για ενίσχυση του ρόλου της τοπικής: [671, 319, 848, 620]
currency-name: Ὀλλανδίας: [1049, 1908, 1099, 1919]
fixture: Πανιώνιος — Μακεδονικὸς: [63, 993, 183, 1003]
panigyri-title: ΙΕΡΟ ΠΑΝΗΓΥΡΙ ΚΟΙΜΗΣΕΩΣ ΘΕΟΤΟΚΟΥ ΜΑΣΤΑΜΠΑ: [1419, 743, 1588, 773]
penthi-title: ΠΕΝΘΗ: [670, 1772, 718, 1786]
fixture: Δόξα — ΑΕΚ: [271, 593, 326, 603]
fixture: Ὀλυμπιακὸς — Μακεδονικὸς: [271, 819, 398, 828]
fixture: Ἐθνικὸς — Δόξα: [271, 717, 344, 727]
divider: [1042, 1560, 1222, 1562]
fixture: ΠΑΟ — ΑΕΚ: [63, 1005, 117, 1015]
fixture: Ἀπόλλων — ΠΑΟΚ: [271, 267, 353, 277]
evdomada-text: Καθημερινὲς Ἐκδηλώσεις καλλιτεχνικὲς (Ἔκθεση ζωγραφικῆς ψυχαγωγικὸ (θέατρο, κινηματογράφος, καραγκιόζης) καὶ ἀθλητικὸ (ἀγῶνες ποδοσφαίρου καὶ πὶγκ-πόνγκ) περιεχομένου, θὰ γίνονται στὸ χωριὸ Ἀβδοῦ Πεδιάδας στὰ πλαίσια τῆς δραστηριότητας τοῦ Πολιτιστικοῦ Συλλόγου τοῦ χωριοῦ.: [1238, 1372, 1583, 1440]
evdomada-box: [1228, 1321, 1592, 1580]
fixture: Σέρρες — Πανιώνιος: [271, 334, 363, 344]
fixture: Μακεδονικὸς — Ἡρακλῆς: [63, 892, 176, 902]
proklisi-text: Καλοῦνται σὲ τακτικὴ Γενικὴ Συνέλευση τὰ μέλη τῆς Ἑνώσεως Διπλωματικῶν Ἠλεκτρολόγων τὴν Τετάρτη 18-8-82 καὶ ὥρα 7.30 μ.μ. στὰ γραφεῖα τοῦ ἐπαγγελματικοῦ ἐπιμελητηρίου μὲ τὰ θέματα: 1) Ἐκλογὴ προεδρείου 2) Ἀπολογισμὸς ἀπερχομένης Διοίκησης 3) Ἀνακοινώσεις 4) Ἐκλογὴ νέας διοίκησης 5) Ἐκλογὴ ἐπιτροπῆς: [853, 1571, 1033, 1721]
divider: [1042, 1715, 1222, 1716]
fixture: Ἀπόλλων — Ὀλυμπιακὸς: [63, 689, 171, 699]
separator-stars: ★ ★: [1399, 392, 1422, 405]
xeno-title: ΞΕΝΟ ΣΥΝΑΛΛΑΓΜΑ: [1069, 1804, 1195, 1817]
masthead: «ΠΑΤΡΙΣ»: [730, 20, 879, 43]
fixture: Δόξα — Λάρισα: [63, 566, 131, 575]
kleista-title: ΚΛΕΙΣΤΑ ΤΗ ΔΕΥΤΕΡΑ ΤΑ ΦΑΡΜΑΚΕΙΑ: [1054, 1088, 1210, 1119]
fixture: Ἐθνικὸς — Ἡρακλῆς: [271, 920, 362, 930]
main-column: [487, 66, 1222, 2285]
fixture: Ὀλυμπιακὸς — ΑΕΚ: [63, 791, 150, 801]
divider: [1042, 1440, 1222, 1442]
proskl-item: 1) Ἐνημέρωση πεπραγμένων.: [72, 1773, 229, 1786]
divider: [853, 1544, 1033, 1546]
rate-row: [1049, 1920, 1215, 1932]
ekthesi-subtitle: ΛΑΟΓΡΑΦΙΚΗ ΠΑΡΑΔΟΣΗ ΚΡΗΤΗΣ: [156, 1503, 381, 1517]
fixture: Ἐθνικὸς — Ὀλυμπιακὸς: [63, 881, 168, 891]
proskl-box: [63, 1677, 473, 1875]
fixture: Ἐθνικὸς — Γιάννινα: [63, 408, 154, 418]
buy-rate: 27,705: [1123, 1858, 1157, 1868]
banner-letter: Λ: [178, 87, 210, 125]
news-item: ΤΑ ΑΝΩΓΕΙΑ γιορτάζουν τὴν ἐρχόμενη Κυριακή, τὴν 38η ἐπέτειο τῆς καταστροφῆς τους ἀπὸ τὰ Γερμανικὰ Στρατεύματα Κατοχῆς, μὲ διάφορες ἐκδηλώσεις. Στὶς ἐκδηλώσεις θὰ παραστεῖ καὶ θὰ μιλήσει ὁ Γεν. Γραμματέας τοῦ ΕΟΤ κ. Νίκος Σκουλάς. Στὰ πλαίσια τους ἐξ ἄλλου, ὁ Λίνος Κακοτὸς θὰ δώσει αὔριο βράδυ συναυλία μὲ ἀντιπολεμικὰ τραγούδια στὸ θέατρο τῶν Ἀνωγείων «Ν. Ζωγράφου».: [1228, 115, 1592, 190]
fixture: Παναχαϊκή — ΠΑΟΚ: [271, 1021, 362, 1031]
currency-name: Ἑλβετίας: [1049, 1895, 1094, 1906]
apousia-text: Ὁ γιατρὸς Χρ. Χαλαδάκης οὐρολόγος ἀπουσιάζει ἀπὸ τὶς 1 Αὐγούστου καὶ θὰ ἐπιστρέψει στὴ Δευτέρα 16 Αὐγούστου.: [863, 1773, 1024, 1822]
